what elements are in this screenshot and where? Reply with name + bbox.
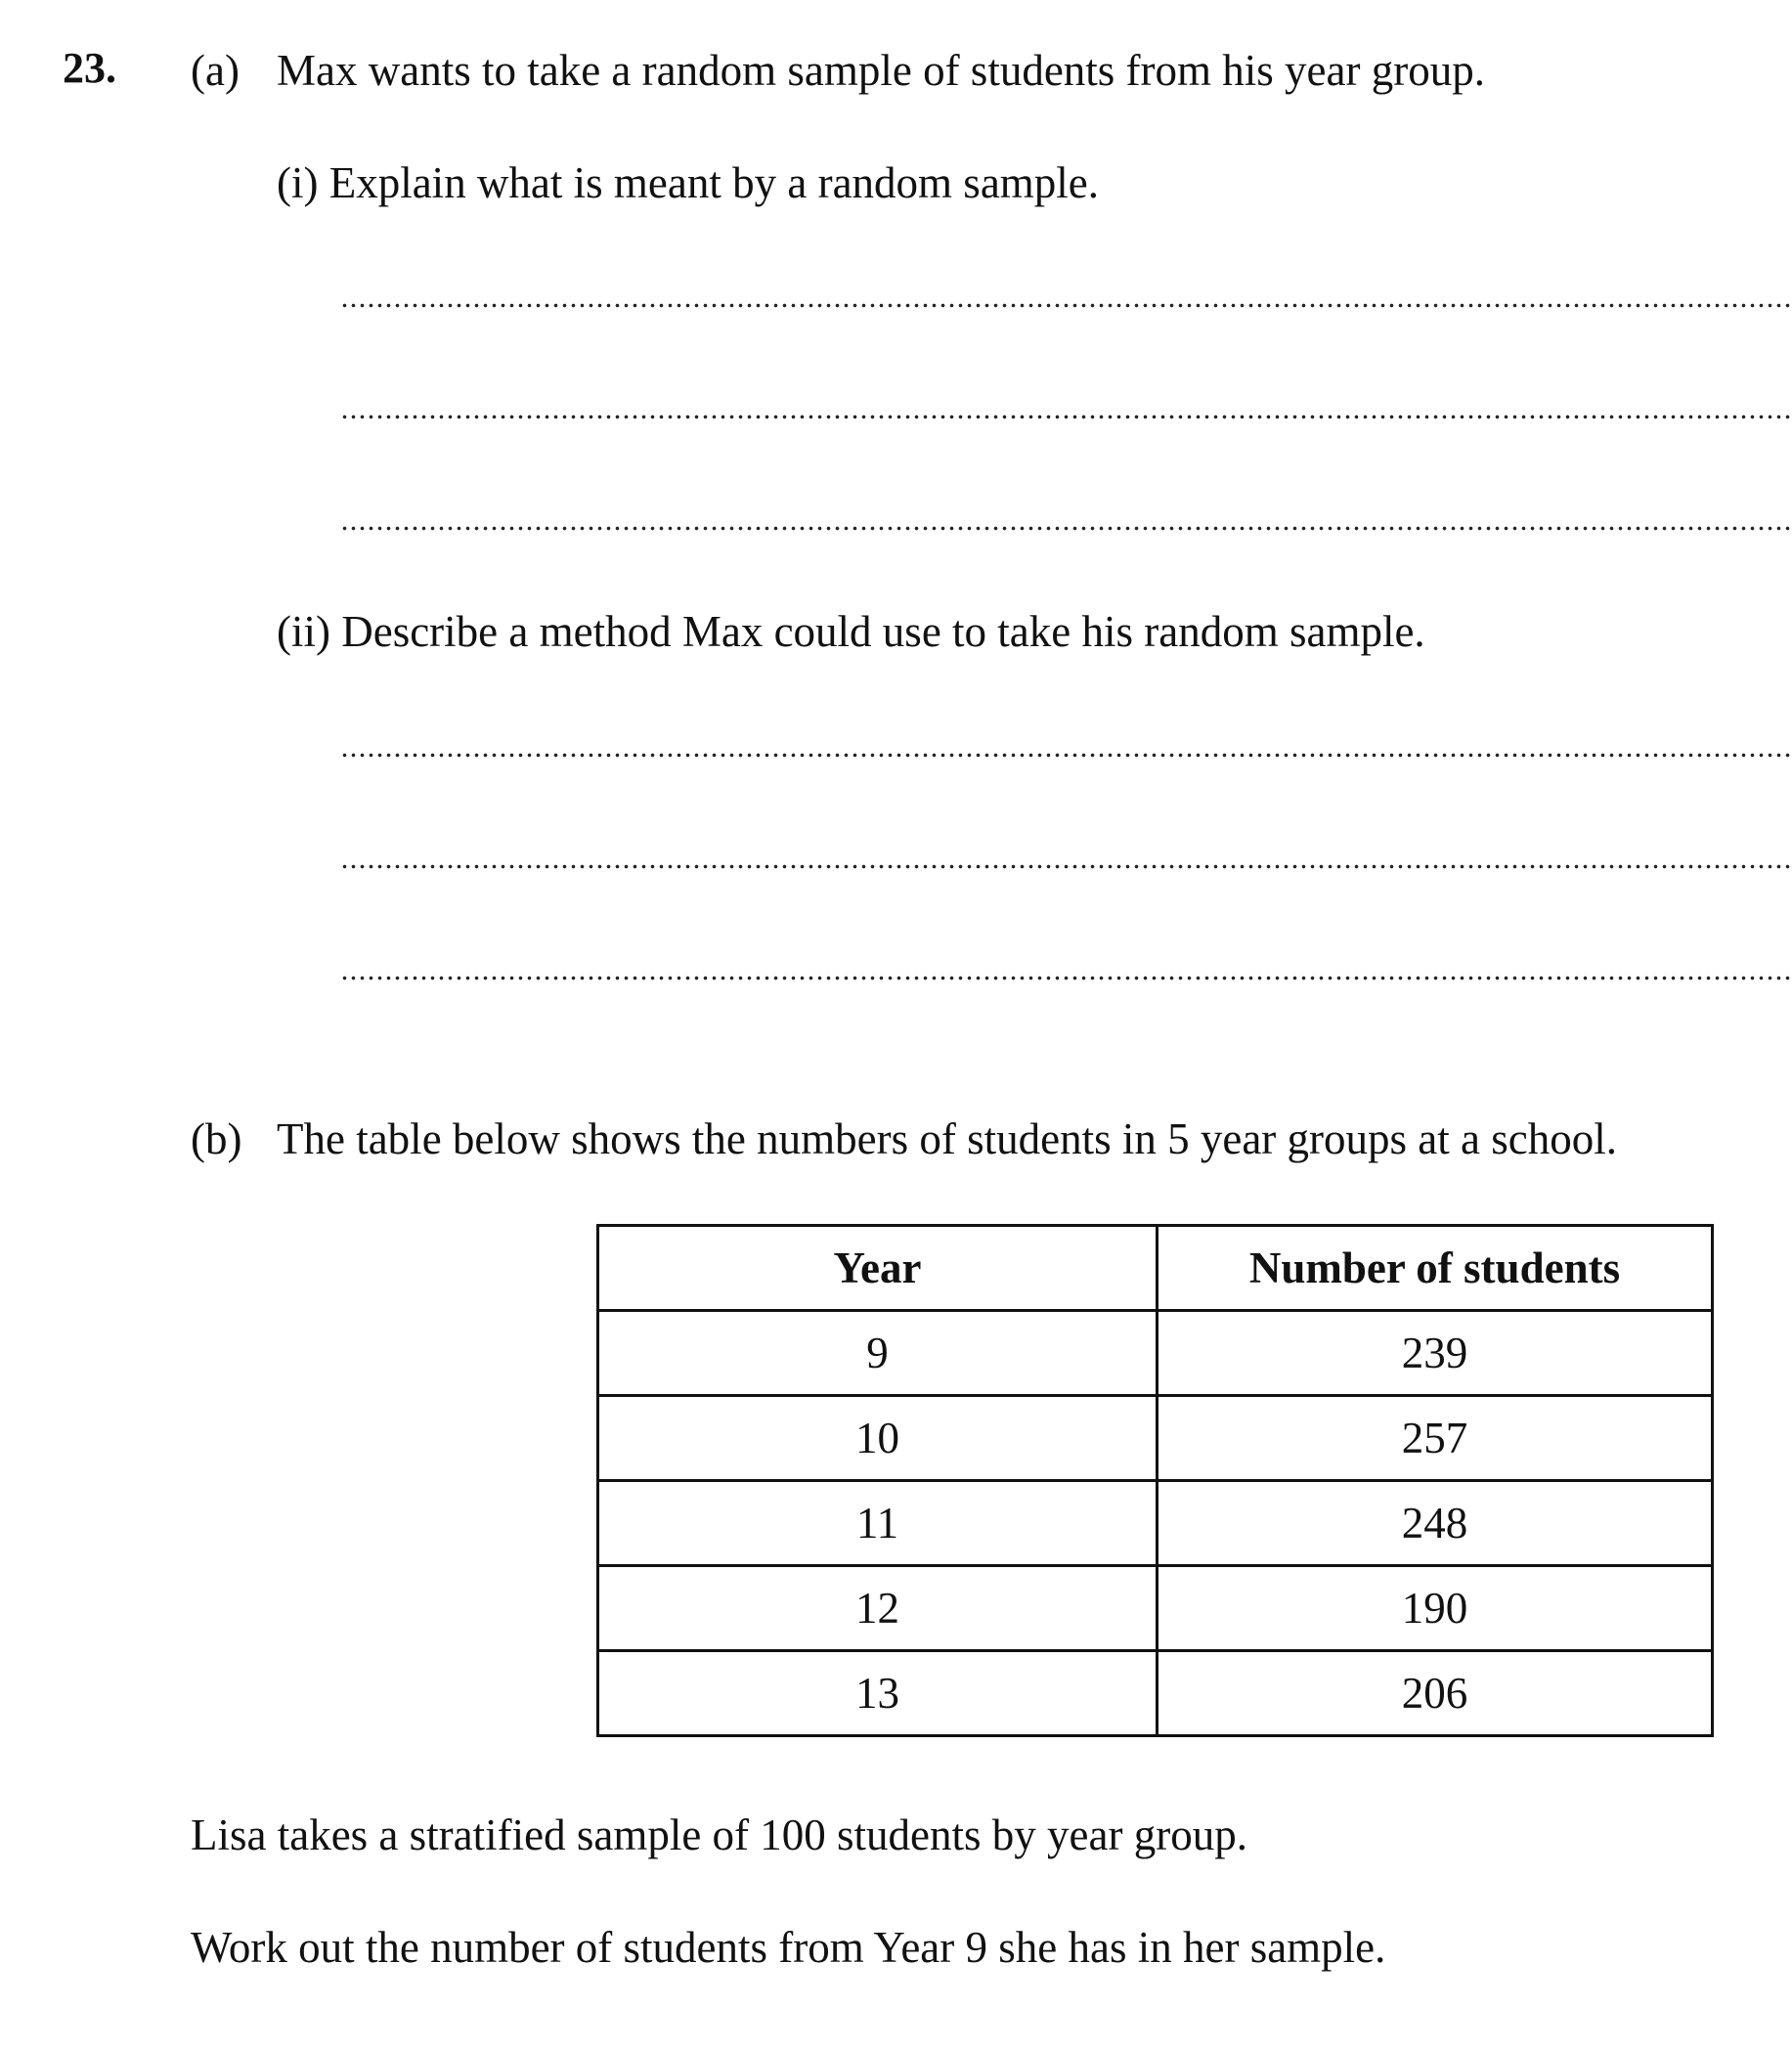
part-b-label: (b) [191, 1114, 242, 1163]
count-cell: 239 [1158, 1311, 1713, 1396]
count-cell: 206 [1158, 1651, 1713, 1736]
answer-line-ii-2[interactable] [340, 864, 1792, 869]
answer-line-i-3[interactable] [340, 526, 1792, 531]
table-header-row [598, 1226, 1713, 1311]
count-cell: 248 [1158, 1481, 1713, 1566]
table-row [598, 1651, 1713, 1736]
year-cell: 13 [598, 1651, 1158, 1736]
part-a-text: Max wants to take a random sample of students from his year group. [277, 46, 1485, 95]
count-cell: 190 [1158, 1566, 1713, 1651]
year-cell: 10 [598, 1396, 1158, 1481]
answer-line-ii-1[interactable] [340, 753, 1792, 758]
year-cell: 12 [598, 1566, 1158, 1651]
table-row [598, 1481, 1713, 1566]
table-row [598, 1566, 1713, 1651]
answer-line-ii-3[interactable] [340, 976, 1792, 981]
work-out-text: Work out the number of students from Year 9 she has in her sample. [191, 1923, 1386, 1972]
part-a-ii-prompt: (ii) Describe a method Max could use to take his random sample. [277, 607, 1425, 656]
answer-line-i-2[interactable] [340, 414, 1792, 419]
table-row [598, 1396, 1713, 1481]
count-cell: 257 [1158, 1396, 1713, 1481]
year-cell: 11 [598, 1481, 1158, 1566]
question-number: 23. [63, 44, 116, 92]
part-b-text: The table below shows the numbers of students in 5 year groups at a school. [277, 1114, 1617, 1163]
stratified-sample-text: Lisa takes a stratified sample of 100 students by year group. [191, 1810, 1247, 1859]
year-cell: 9 [598, 1311, 1158, 1396]
students-table [596, 1224, 1714, 1737]
table-row [598, 1311, 1713, 1396]
part-a-label: (a) [191, 46, 240, 95]
answer-line-i-1[interactable] [340, 303, 1792, 308]
header-year: Year [598, 1226, 1158, 1311]
header-number-of-students: Number of students [1158, 1226, 1713, 1311]
part-a-i-prompt: (i) Explain what is meant by a random sample. [277, 158, 1100, 207]
